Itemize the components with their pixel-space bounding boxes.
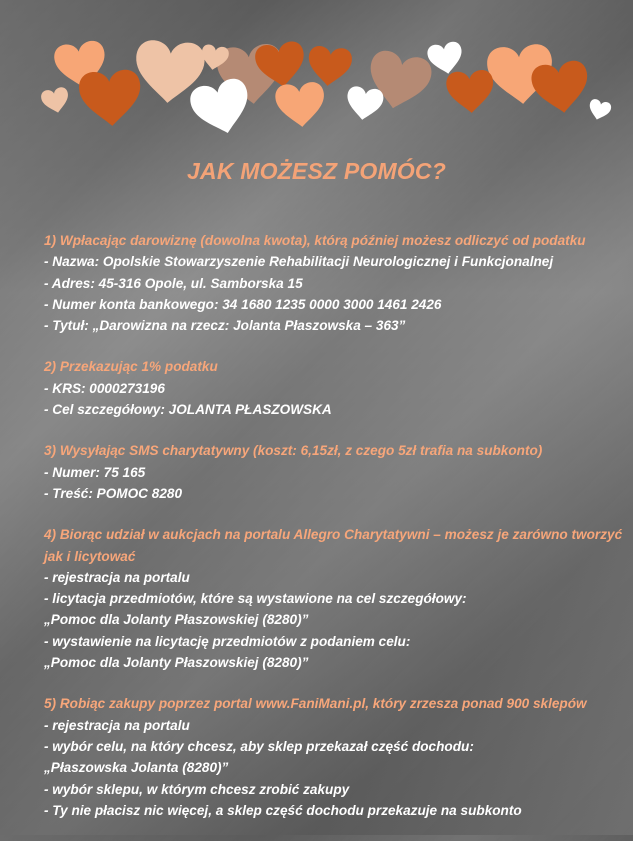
- heart-icon: [344, 85, 384, 122]
- list-item: - wystawienie na licytację przedmiotów z podaniem celu:: [44, 633, 411, 649]
- section-shopping: [44, 693, 624, 821]
- list-item: - KRS: 0000273196: [44, 380, 165, 396]
- list-item: - Numer konta bankowego: 34 1680 1235 0000 3000 1461 2426: [44, 296, 442, 312]
- list-item: - Treść: POMOC 8280: [44, 485, 183, 501]
- list-item: - Nazwa: Opolskie Stowarzyszenie Rehabilitacji Neurologicznej i Funkcjonalnej: [44, 254, 554, 270]
- list-item: - Ty nie płacisz nic więcej, a sklep część dochodu przekazuje na subkonto: [44, 802, 522, 818]
- list-item: - rejestracja na portalu: [44, 717, 190, 733]
- heart-icon: [306, 45, 353, 88]
- heart-icon: [446, 69, 496, 114]
- list-item: - wybór celu, na który chcesz, aby sklep przekazał część dochodu:: [44, 738, 474, 754]
- hearts-banner: [0, 0, 633, 150]
- list-item: „Pomoc dla Jolanty Płaszowskiej (8280)”: [44, 612, 309, 628]
- section-donation: [44, 230, 624, 336]
- help-options: [44, 230, 624, 841]
- heart-icon: [274, 81, 326, 129]
- heart-icon: [530, 59, 592, 117]
- heart-icon: [40, 86, 71, 115]
- section-sms: [44, 440, 624, 504]
- list-item: - Cel szczegółowy: JOLANTA PŁASZOWSKA: [44, 402, 332, 418]
- heart-icon: [586, 98, 612, 122]
- list-item: - licytacja przedmiotów, które są wystawione na cel szczegółowy:: [44, 591, 467, 607]
- heart-icon: [426, 40, 465, 76]
- page-title: JAK MOŻESZ POMÓC?: [187, 158, 446, 184]
- section-heading: 3) Wysyłając SMS charytatywny (koszt: 6,15zł, z czego 5zł trafia na subkonto): [44, 443, 543, 459]
- hearts-decoration: [0, 0, 633, 150]
- section-heading: 1) Wpłacając darowiznę (dowolna kwota), którą później możesz odliczyć od podatku: [44, 233, 586, 248]
- list-item: „Płaszowska Jolanta (8280)”: [44, 760, 229, 776]
- list-item: - Adres: 45-316 Opole, ul. Samborska 15: [44, 275, 303, 291]
- heart-icon: [78, 69, 143, 128]
- list-item: - Numer: 75 165: [44, 464, 146, 480]
- list-item: - Tytuł: „Darowizna na rzecz: Jolanta Płaszowska – 363”: [44, 318, 406, 334]
- section-tax-percent: [44, 356, 624, 420]
- section-heading: 5) Robiąc zakupy poprzez portal www.FaniMani.pl, który zrzesza ponad 900 sklepów: [44, 696, 587, 712]
- list-item: „Pomoc dla Jolanty Płaszowskiej (8280)”: [44, 655, 309, 671]
- section-auctions: [44, 524, 624, 673]
- section-heading: 2) Przekazując 1% podatku: [44, 359, 218, 375]
- list-item: - rejestracja na portalu: [44, 569, 190, 585]
- list-item: - wybór sklepu, w którym chcesz zrobić zakupy: [44, 781, 350, 797]
- section-heading: 4) Biorąc udział w aukcjach na portalu Allegro Charytatywni – możesz je zarówno tworzyć jak i licytować: [44, 527, 623, 564]
